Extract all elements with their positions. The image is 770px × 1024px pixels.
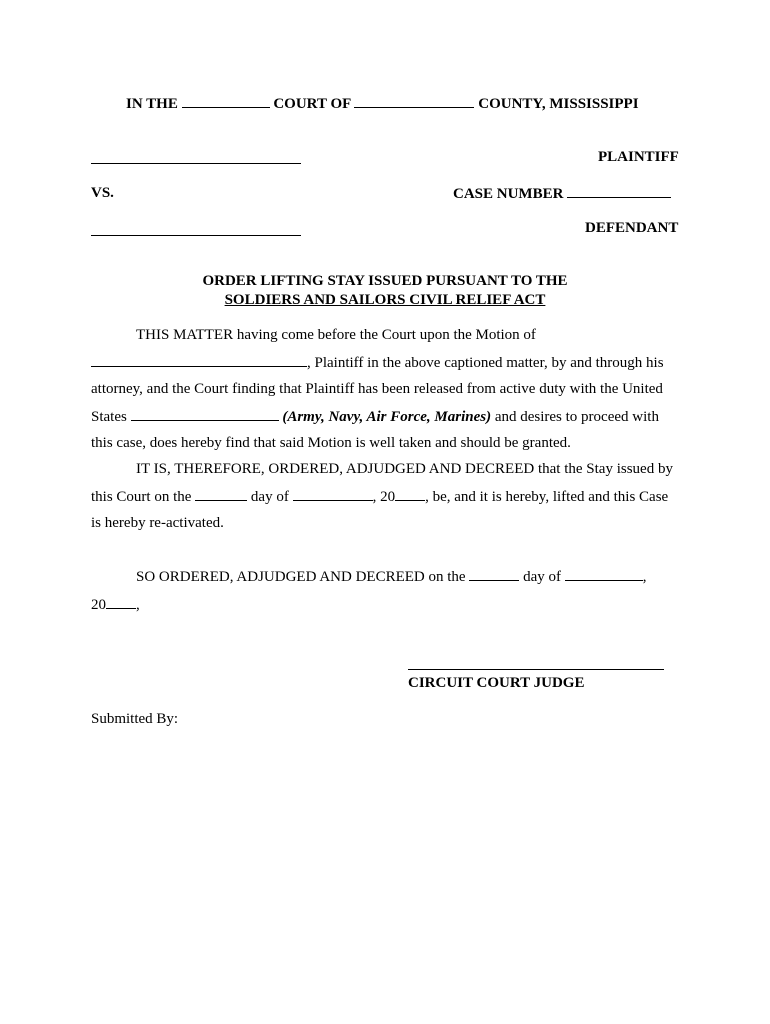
case-number-blank[interactable]	[567, 185, 671, 198]
order-year-blank[interactable]	[106, 596, 136, 609]
branch-blank[interactable]	[131, 408, 279, 421]
stay-year-blank[interactable]	[395, 488, 425, 501]
p1-line5: this case, does hereby find that said Motion is well taken and should be granted.	[91, 435, 571, 451]
p3-line1	[136, 568, 647, 586]
defendant-label: DEFENDANT	[585, 220, 679, 236]
stay-month-blank[interactable]	[293, 488, 373, 501]
p1-line4-tail: and desires to proceed with	[494, 409, 659, 425]
p3-line1-b: day of	[523, 569, 561, 585]
p1-line1: THIS MATTER having come before the Court upon the Motion of	[136, 327, 536, 343]
p3-line1-a: SO ORDERED, ADJUDGED AND DECREED on the	[136, 569, 466, 585]
stay-day-blank[interactable]	[195, 488, 247, 501]
plaintiff-label: PLAINTIFF	[598, 149, 679, 165]
p1-line3: attorney, and the Court finding that Plaintiff has been released from active duty with the United	[91, 381, 663, 397]
court-of-label: COURT OF	[273, 96, 351, 112]
judge-signature-line[interactable]	[408, 669, 664, 670]
p1-line2-text: , Plaintiff in the above captioned matter, by and through his	[307, 355, 664, 371]
order-month-blank[interactable]	[565, 568, 643, 581]
plaintiff-motion-blank[interactable]	[91, 354, 307, 367]
branch-options: (Army, Navy, Air Force, Marines)	[282, 409, 492, 425]
p3-line2-b: ,	[136, 597, 140, 613]
defendant-name-line[interactable]	[91, 235, 301, 236]
vs-label: VS.	[91, 185, 114, 201]
p2-line2-d: , be, and it is hereby, lifted and this Case	[425, 489, 669, 505]
order-title-line1: ORDER LIFTING STAY ISSUED PURSUANT TO THE	[202, 273, 568, 289]
order-day-blank[interactable]	[469, 568, 519, 581]
case-number-label: CASE NUMBER	[453, 186, 564, 202]
judge-label: CIRCUIT COURT JUDGE	[408, 675, 585, 691]
p1-line2	[91, 354, 664, 372]
p3-line2	[91, 596, 140, 614]
p2-line2-a: this Court on the	[91, 489, 192, 505]
p2-line2	[91, 488, 668, 506]
order-title-line2: SOLDIERS AND SAILORS CIVIL RELIEF ACT	[224, 292, 546, 308]
county-label: COUNTY, MISSISSIPPI	[478, 96, 639, 112]
p2-line1: IT IS, THEREFORE, ORDERED, ADJUDGED AND DECREED that the Stay issued by	[136, 461, 673, 477]
p3-line1-c: ,	[642, 569, 647, 585]
p1-line4-states: States	[91, 409, 127, 425]
p2-line2-c: , 20	[372, 489, 396, 505]
case-number-row	[453, 185, 671, 203]
court-name-blank[interactable]	[182, 95, 270, 108]
p3-line2-a: 20	[91, 597, 106, 613]
court-heading	[126, 95, 639, 113]
p2-line3: is hereby re-activated.	[91, 515, 224, 531]
p1-line4	[91, 408, 659, 426]
submitted-by-label: Submitted By:	[91, 711, 179, 727]
p2-line2-b: day of	[250, 489, 289, 505]
plaintiff-name-line[interactable]	[91, 163, 301, 164]
county-name-blank[interactable]	[354, 95, 474, 108]
in-the-label: IN THE	[126, 96, 178, 112]
